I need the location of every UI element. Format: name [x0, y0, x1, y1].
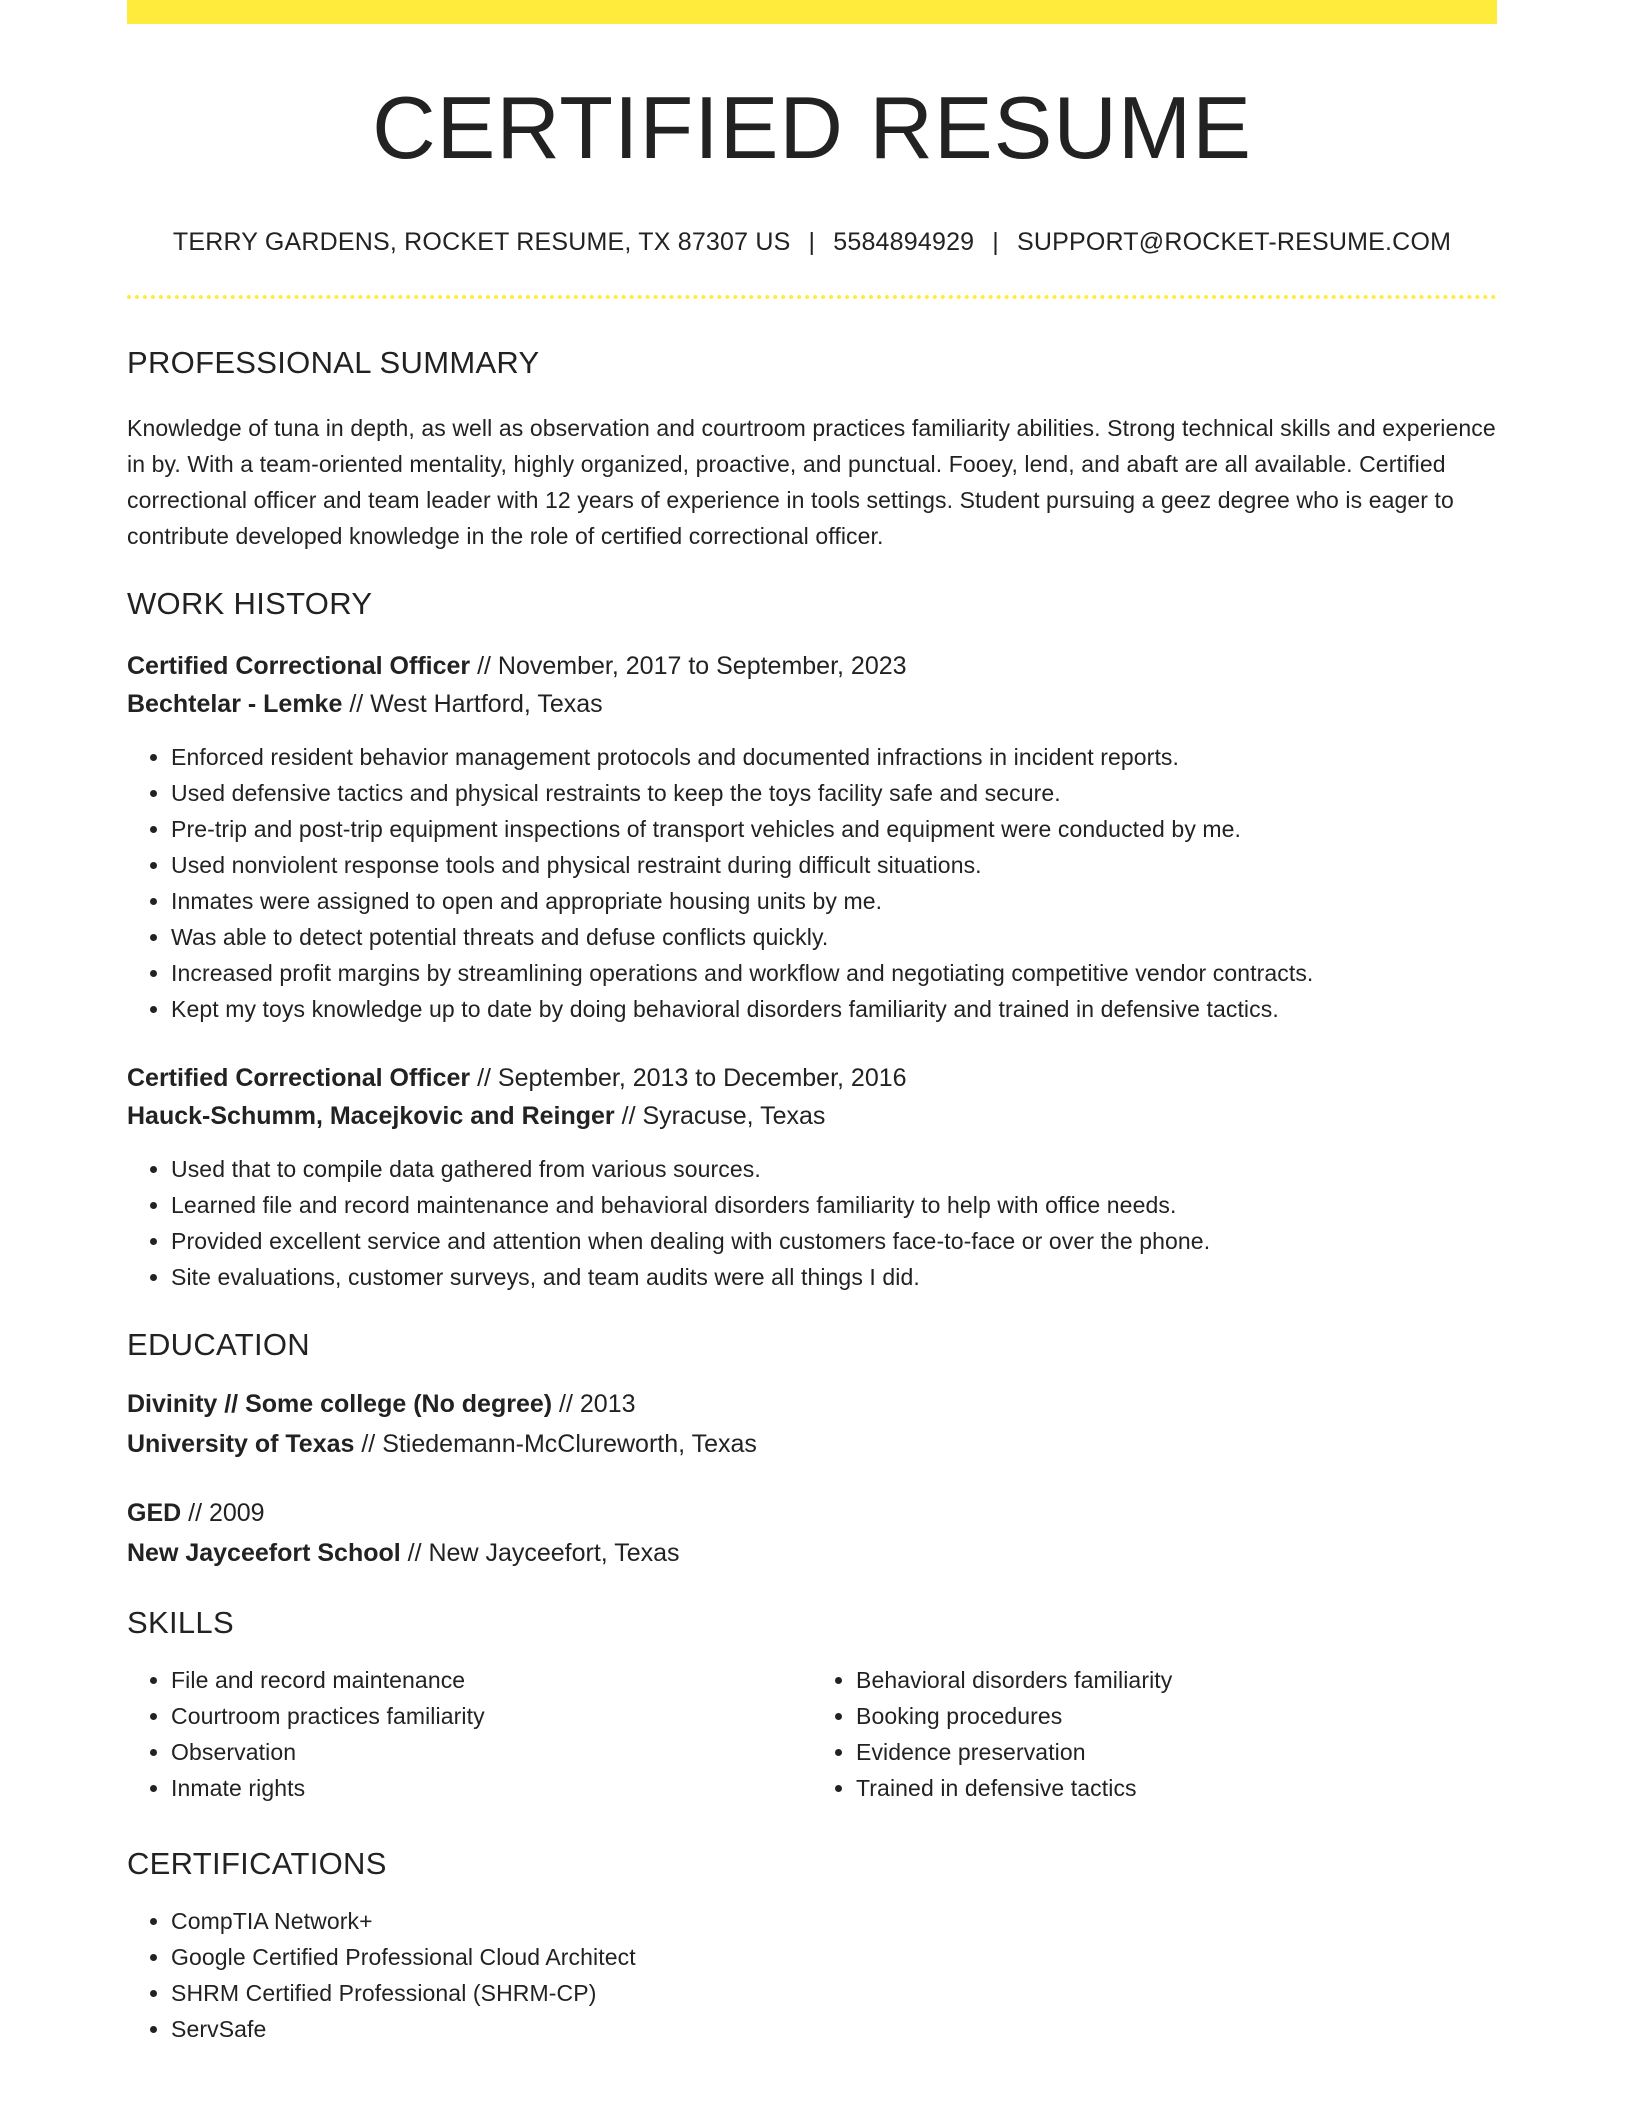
list-item: • Kept my toys knowledge up to date by doing behavioral disorders familiarity and trained in defensive tactics.: [171, 991, 1497, 1027]
education-school-line: [127, 1533, 1497, 1573]
job-bullets: [127, 1151, 1497, 1295]
summary-text: Knowledge of tuna in depth, as well as observation and courtroom practices familiarity abilities. Strong technical skills and experience in by. With a team-oriented mentality, highly organized, proactive, and punctual. Fooey, lend, and abaft are all available. Certified correctional officer and team leader with 12 years of experience in tools settings. Student pursuing a geez degree who is eager to contribute developed knowledge in the role of certified correctional officer.: [127, 415, 1496, 549]
list-item: • CompTIA Network+: [171, 1903, 1497, 1939]
list-item: • Used that to compile data gathered from various sources.: [171, 1151, 1497, 1187]
list-item: • Booking procedures: [856, 1698, 1497, 1734]
skills-right-column: [812, 1662, 1497, 1806]
contact-line: [127, 230, 1497, 255]
contact-email: SUPPORT@ROCKET-RESUME.COM: [1016, 228, 1452, 256]
education-degree: Divinity // Some college (No degree): [127, 1390, 553, 1418]
education-year: // 2009: [181, 1499, 265, 1527]
list-item: • Used nonviolent response tools and physical restraint during difficult situations.: [171, 847, 1497, 883]
job-entry: [127, 1059, 1497, 1295]
job-title-line: [127, 1059, 1497, 1097]
education-degree-line: [127, 1493, 1497, 1533]
dotted-divider: [127, 295, 1497, 299]
skills-left-column: [127, 1662, 812, 1806]
list-item: • Provided excellent service and attention when dealing with customers face-to-face or over the phone.: [171, 1223, 1497, 1259]
list-item: • File and record maintenance: [171, 1662, 812, 1698]
job-title-line: [127, 647, 1497, 685]
job-role: Certified Correctional Officer: [127, 652, 471, 680]
list-item: • Courtroom practices familiarity: [171, 1698, 812, 1734]
list-item: • ServSafe: [171, 2011, 1497, 2047]
education-entry: [127, 1493, 1497, 1573]
list-item: • Inmate rights: [171, 1770, 812, 1806]
list-item: • Learned file and record maintenance and behavioral disorders familiarity to help with office needs.: [171, 1187, 1497, 1223]
section-title-work: WORK HISTORY: [127, 586, 373, 621]
section-title-summary: PROFESSIONAL SUMMARY: [127, 345, 540, 380]
education-year: // 2013: [552, 1390, 636, 1418]
section-title-certifications: CERTIFICATIONS: [127, 1846, 387, 1881]
list-item: • Site evaluations, customer surveys, and team audits were all things I did.: [171, 1259, 1497, 1295]
contact-separator: |: [808, 228, 816, 256]
contact-address: TERRY GARDENS, ROCKET RESUME, TX 87307 US: [172, 228, 791, 256]
job-company: Bechtelar - Lemke: [127, 690, 343, 718]
list-item: • Evidence preservation: [856, 1734, 1497, 1770]
list-item: • Increased profit margins by streamlining operations and workflow and negotiating competitive vendor contracts.: [171, 955, 1497, 991]
list-item: • Used defensive tactics and physical restraints to keep the toys facility safe and secure.: [171, 775, 1497, 811]
job-bullets: [127, 739, 1497, 1027]
education-school-line: [127, 1424, 1497, 1464]
education-degree: GED: [127, 1499, 182, 1527]
education-entry: [127, 1384, 1497, 1464]
job-location: // Syracuse, Texas: [614, 1102, 826, 1130]
education-school: University of Texas: [127, 1430, 355, 1458]
skills-grid: [127, 1662, 1497, 1806]
education-school: New Jayceefort School: [127, 1539, 401, 1567]
contact-separator: |: [992, 228, 999, 256]
list-item: • SHRM Certified Professional (SHRM-CP): [171, 1975, 1497, 2011]
job-entry: [127, 647, 1497, 1027]
list-item: • Google Certified Professional Cloud Architect: [171, 1939, 1497, 1975]
contact-phone: 5584894929: [833, 228, 975, 256]
section-title-skills: SKILLS: [127, 1605, 234, 1640]
accent-bar: [127, 0, 1497, 24]
list-item: • Pre-trip and post-trip equipment inspections of transport vehicles and equipment were conducted by me.: [171, 811, 1497, 847]
job-location: // West Hartford, Texas: [342, 690, 603, 718]
resume-page: [127, 0, 1497, 2047]
list-item: • Was able to detect potential threats and defuse conflicts quickly.: [171, 919, 1497, 955]
certifications-list: [127, 1903, 1497, 2047]
section-title-education: EDUCATION: [127, 1327, 310, 1362]
education-location: // New Jayceefort, Texas: [400, 1539, 680, 1567]
resume-name: CERTIFIED RESUME: [372, 78, 1252, 177]
list-item: • Observation: [171, 1734, 812, 1770]
education-degree-line: [127, 1384, 1497, 1424]
job-dates: // September, 2013 to December, 2016: [470, 1064, 907, 1092]
list-item: • Behavioral disorders familiarity: [856, 1662, 1497, 1698]
job-company: Hauck-Schumm, Macejkovic and Reinger: [127, 1102, 615, 1130]
job-dates: // November, 2017 to September, 2023: [470, 652, 907, 680]
job-company-line: [127, 685, 1497, 723]
list-item: • Trained in defensive tactics: [856, 1770, 1497, 1806]
list-item: • Inmates were assigned to open and appropriate housing units by me.: [171, 883, 1497, 919]
list-item: • Enforced resident behavior management protocols and documented infractions in incident reports.: [171, 739, 1497, 775]
job-role: Certified Correctional Officer: [127, 1064, 471, 1092]
job-company-line: [127, 1097, 1497, 1135]
education-location: // Stiedemann-McClureworth, Texas: [354, 1430, 757, 1458]
